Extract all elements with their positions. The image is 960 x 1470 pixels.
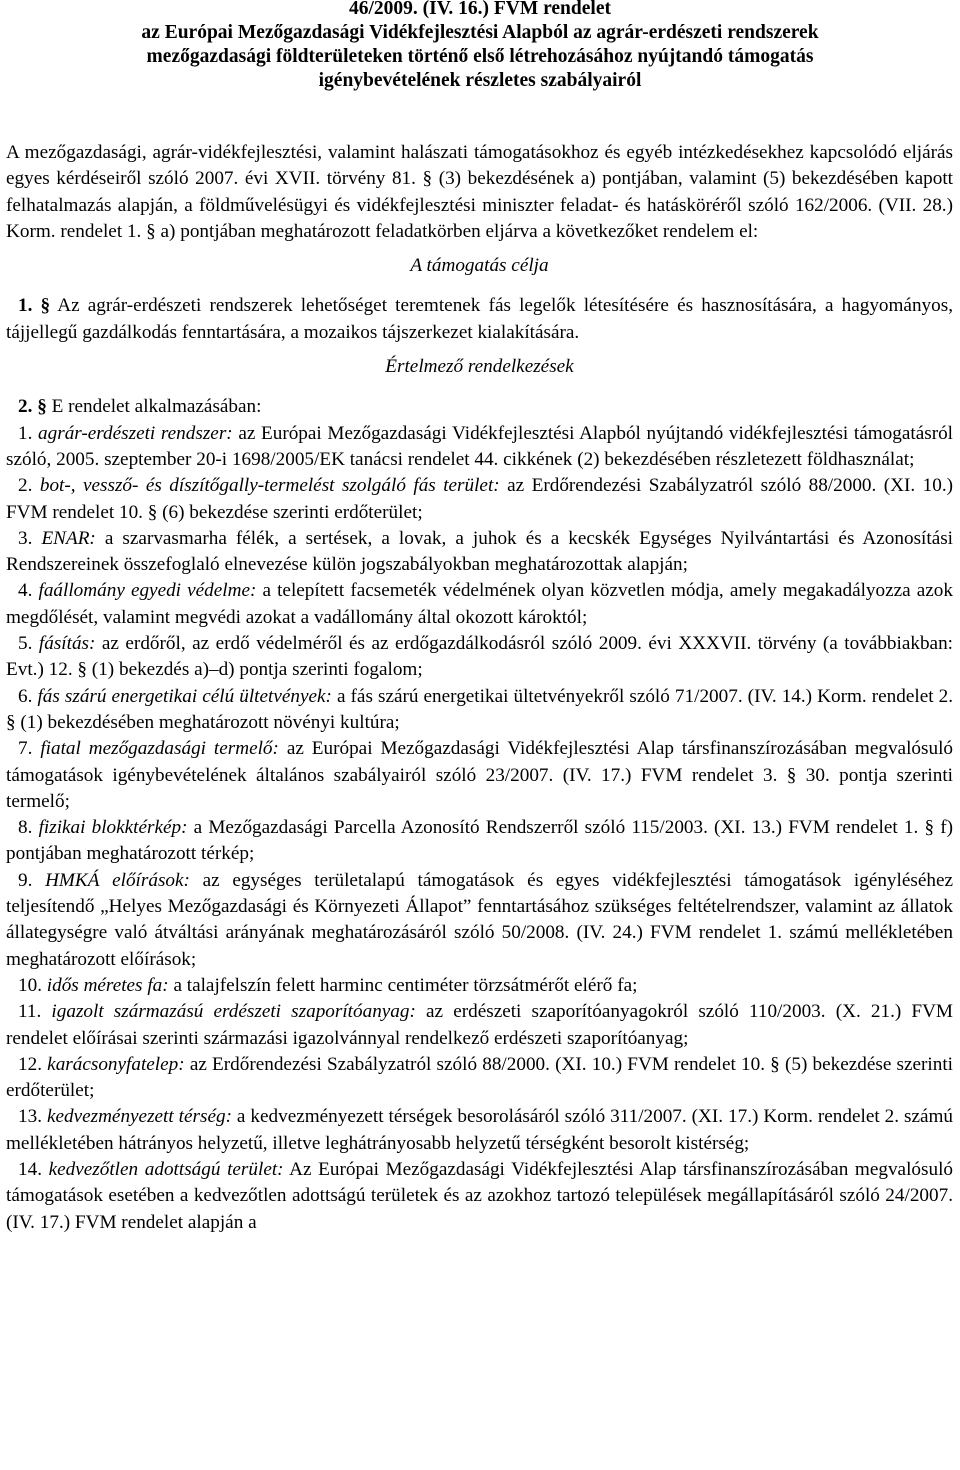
heading-definitions: Értelmező rendelkezések (385, 356, 574, 378)
preamble-paragraph: A mezőgazdasági, agrár-vidékfejlesztési, valamint halászati támogatásokhoz és egyéb intézkedésekhez kapcsolódó eljárás egyes kérdéseiről szóló 2007. évi XVII. törvény 81. § (3) bekezdésének a) pontjában, valamint (5) bekezdésében kapott felhatalmazás alapján, a földművelésügyi és vidékfejlesztési miniszter feladat- és hatásköréről szóló 162/2006. (VII. 28.) Korm. rendelet 1. § a) pontjában meghatározott feladatkörben eljárva a következőket rendelem el: (6, 142, 953, 242)
definition-text: a talajfelszín felett harminc centiméter törzsátmérőt elérő fa; (168, 974, 638, 996)
document-body (6, 140, 953, 1236)
section-1-paragraph (6, 293, 953, 346)
title-line-3: mezőgazdasági földterületeken történő első létrehozásához nyújtandó támogatás (146, 46, 814, 67)
definition-number: 6. (18, 685, 38, 707)
definition-text: az Erdőrendezési Szabályzatról szóló 88/2000. (XI. 10.) FVM rendelet 10. § (6) bekezdése szerinti erdőterület; (6, 475, 954, 523)
definition-term: kedvezőtlen adottságú terület: (48, 1158, 284, 1180)
definition-item (6, 1052, 953, 1105)
definition-text: Az Európai Mezőgazdasági Vidékfejlesztési Alap társfinanszírozásában megvalósuló támogatások esetében a kedvezőtlen adottságú területek és az azokhoz tartozó települések megállapításáról szóló 24/2007. (IV. 17.) FVM rendelet alapján a (6, 1158, 953, 1233)
definition-text: a Mezőgazdasági Parcella Azonosító Rendszerről szóló 115/2003. (XI. 13.) FVM rendelet 1. § f) pontjában meghatározott térkép; (6, 817, 953, 865)
definition-text: a kedvezményezett térségek besorolásáról szóló 311/2007. (XI. 17.) Korm. rendelet 2. számú mellékletében hátrányos helyzetű, illetve leghátrányosabb helyzetű térségként besorolt kistérség; (6, 1106, 954, 1154)
definition-number: 13. (18, 1106, 47, 1128)
definition-list (6, 421, 953, 1236)
definition-text: a szarvasmarha félék, a sertések, a lovak, a juhok és a kecskék Egységes Nyilvántartási és Azonosítási Rendszereinek összefoglaló elnevezése külön jogszabályokban meghatározottak alapján; (6, 527, 954, 576)
section-2-number: 2. § (18, 396, 47, 418)
definition-term: fiatal mezőgazdasági termelő: (40, 738, 279, 760)
definition-term: idős méretes fa: (46, 974, 169, 996)
title-decree-number: 46/2009. (IV. 16.) FVM rendelet (349, 0, 611, 19)
definition-number: 8. (18, 817, 39, 839)
definition-term: fizikai blokktérkép: (38, 817, 188, 839)
definition-item (6, 815, 953, 868)
definition-item (6, 1157, 953, 1236)
definition-number: 4. (18, 580, 39, 602)
definition-term: agrár-erdészeti rendszer: (38, 422, 233, 444)
definition-number: 14. (18, 1158, 49, 1180)
definition-item (6, 736, 953, 815)
section-1-text: Az agrár-erdészeti rendszerek lehetőséget teremtenek fás legelők létesítésére és hasznosítására, a hagyományos, tájjellegű gazdálkodás fenntartására, a mozaikos tájszerkezet kialakítására. (6, 295, 953, 343)
definition-item (6, 526, 953, 579)
definition-term: karácsonyfatelep: (47, 1053, 185, 1075)
definition-text: az Európai Mezőgazdasági Vidékfejlesztési Alapból nyújtandó vidékfejlesztési támogatásról szóló, 2005. szeptember 20-i 1698/2005/EK tanácsi rendelet 44. cikkének (2) bekezdésében részletezett földhasználat; (6, 422, 954, 470)
definition-item (6, 684, 953, 737)
definition-term: faállomány egyedi védelme: (38, 580, 257, 602)
definition-term: igazolt származású erdészeti szaporítóanyag: (51, 1001, 416, 1023)
definition-text: az erdőről, az erdő védelméről és az erdőgazdálkodásról szóló 2009. évi XXXVII. törvény (a továbbiakban: Evt.) 12. § (1) bekezdés a)–d) pontja szerinti fogalom; (6, 633, 954, 681)
heading-purpose: A támogatás célja (410, 255, 549, 277)
definition-number: 5. (18, 633, 39, 655)
definition-number: 7. (18, 738, 41, 760)
definition-text: az Erdőrendezési Szabályzatról szóló 88/2000. (XI. 10.) FVM rendelet 10. § (5) bekezdése szerinti erdőterület; (6, 1053, 953, 1102)
definition-item (6, 421, 953, 474)
definition-number: 11. (18, 1001, 52, 1023)
section-2-intro-text: E rendelet alkalmazásában: (46, 396, 262, 418)
definition-item (6, 999, 953, 1052)
section-2-intro (6, 394, 953, 420)
definition-term: HMKÁ előírások: (45, 869, 190, 891)
definition-item (6, 1104, 953, 1157)
title-line-4: igénybevételének részletes szabályairól (318, 70, 642, 91)
definition-number: 3. (18, 527, 42, 549)
definition-text: a telepített facsemeték védelmének olyan közvetlen módja, amely megakadályozza azok megdőlését, valamint megvédi azokat a vadállomány által okozott károktól; (6, 580, 953, 628)
definition-number: 9. (18, 869, 46, 891)
section-1-number: 1. § (18, 295, 51, 317)
definition-number: 2. (18, 475, 40, 497)
definition-text: az egységes területalapú támogatások és egyes vidékfejlesztési támogatások igényléséhez teljesítendő „Helyes Mezőgazdasági és Környezeti Állapot” fenntartásához szükséges feltételrendszer, valamint az állatok állategységre való átváltási arányának meghatározásáról szóló 50/2008. (IV. 24.) FVM rendelet 1. számú mellékletében meghatározott előírások; (6, 869, 953, 970)
definition-number: 1. (18, 422, 39, 444)
definition-item (6, 973, 953, 999)
definition-number: 12. (18, 1053, 48, 1075)
document-title (0, 0, 960, 93)
definition-term: bot-, vessző- és díszítőgally-termelést szolgáló fás terület: (39, 475, 500, 497)
definition-term: kedvezményezett térség: (46, 1106, 232, 1128)
definition-item (6, 473, 953, 526)
definition-term: fásítás: (38, 633, 96, 655)
definition-text: a fás szárú energetikai ültetvényekről szóló 71/2007. (IV. 14.) Korm. rendelet 2. § (1) bekezdésében meghatározott növényi kultúra; (6, 685, 953, 733)
definition-item (6, 868, 953, 973)
definition-item (6, 631, 953, 684)
definition-term: ENAR: (41, 527, 96, 549)
definition-text: az Európai Mezőgazdasági Vidékfejlesztési Alap társfinanszírozásában megvalósuló támogatások igénybevételének általános szabályairól szóló 23/2007. (IV. 17.) FVM rendelet 3. § 30. pontja szerinti termelő; (6, 738, 953, 812)
title-line-2: az Európai Mezőgazdasági Vidékfejlesztési Alapból az agrár-erdészeti rendszerek (141, 22, 819, 43)
definition-text: az erdészeti szaporítóanyagokról szóló 110/2003. (X. 21.) FVM rendelet előírásai szerinti származási igazolvánnyal rendelkező erdészeti szaporítóanyag; (6, 1001, 953, 1049)
definition-number: 10. (18, 974, 47, 996)
definition-item (6, 578, 953, 631)
definition-term: fás szárú energetikai célú ültetvények: (37, 685, 332, 707)
